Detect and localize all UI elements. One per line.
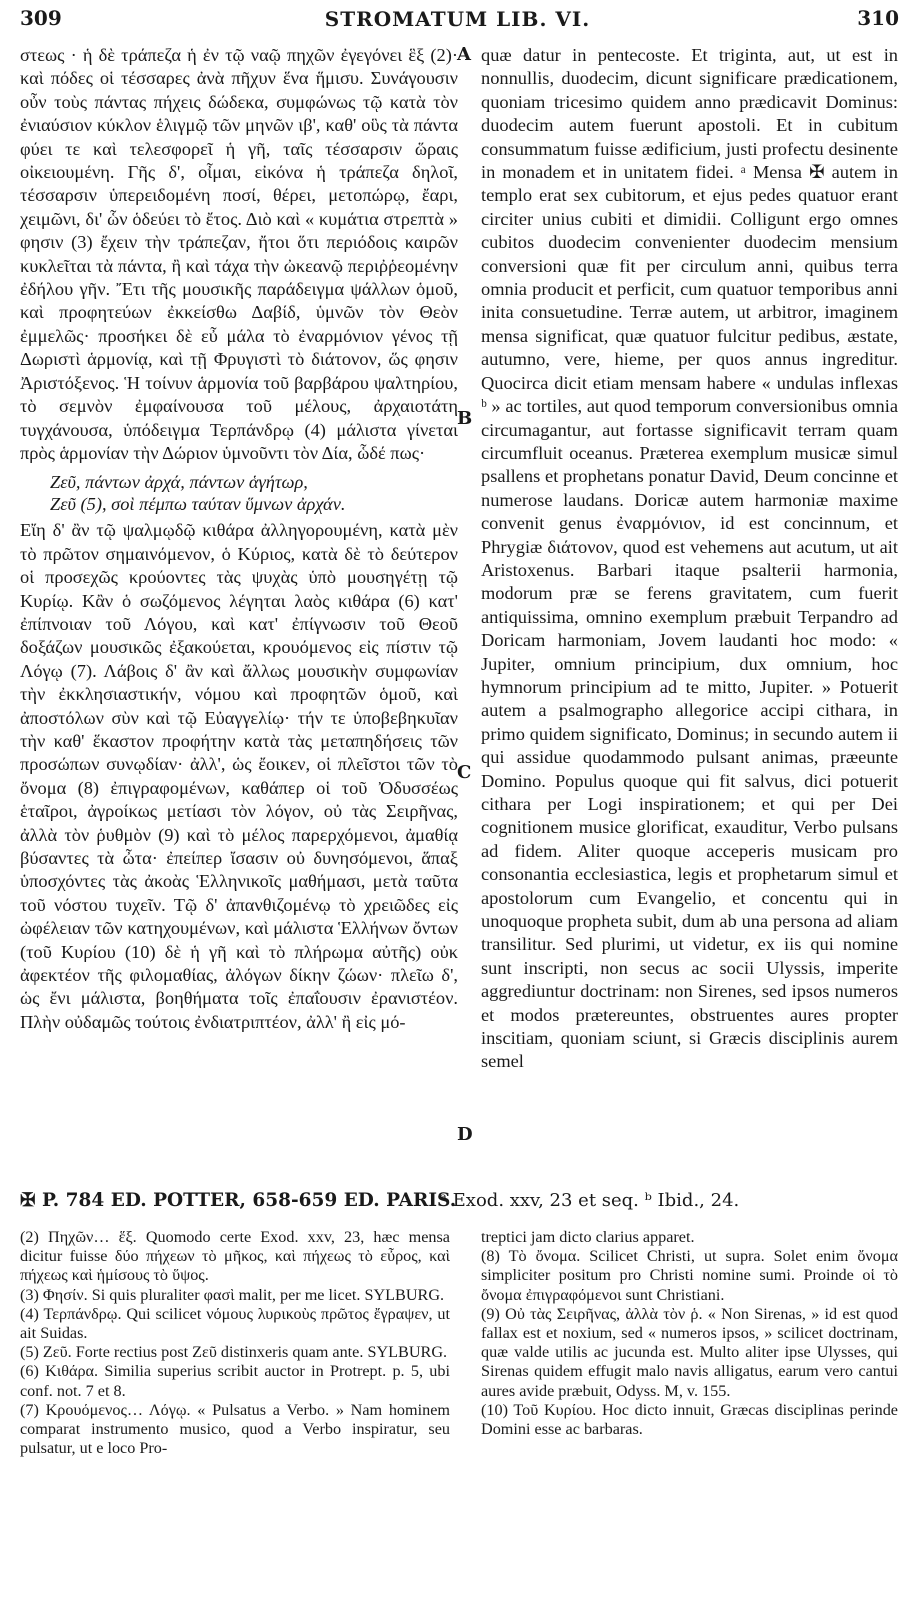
page-number-right: 310 <box>857 6 899 30</box>
verse-line: Ζεῦ, πάντων ἀρχά, πάντων ἁγήτωρ, <box>50 472 308 493</box>
footnote: (6) Κιθάρα. Similia superius scribit auctor in Protrept. p. 5, ubi conf. not. 7 et 8. <box>20 1362 450 1400</box>
latin-paragraph: quæ datur in pentecoste. Et triginta, aut, ut est in nonnullis, duodecim, dicunt significare prædicationem, quoniam tricesimo quidem anno prædicavit Dominus: duodecim autem fuerunt apostoli. Et in cubitum consummatum fuisse ædificium, justi profectu desinente in monadem et in unitatem fidei. ᵃ Mensa ✠ autem in templo erat sex cubitorum, et ejus pedes quatuor erant circiter unius cubiti et dimidii. Colligunt ergo omnes cubitos duodecim convenienter duodecim mensium conversioni quæ fit per circulum anni, quibus terra omnia producit et perficit, cum quatuor temporibus anni inita consuetudine. Terræ autem, ut arbitror, imaginem mensa significat, quæ quatuor fulcitur pedibus, æstate, autumno, vere, hieme, per quos annus ingreditur. Quocirca dicit etiam mensam habere « undulas inflexas ᵇ » ac tortiles, aut quod temporum conversionibus omnia circumagantur, aut fortasse significavit terram quam circumfluit oceanus. Præterea exemplum musicæ simul psallens et prophetans ponatur David, Deum concinne et numerose laudans. Doricæ autem harmoniæ maxime convenit genus ἐναρμόνιον, id est concinnum, et Phrygiæ διάτονον, quod est vehemens aut acutum, ut ait Aristoxenus. Barbari itaque psalterii harmonia, modorum præ se ferens gravitatem, cum fuerit antiquissima, omnino exemplum præbuit Terpandro ad Doricam harmoniam, Jovem laudanti hoc modo: « Jupiter, omnium principium, dux omnium, hoc hymnorum principium ad te mitto, Jupiter. » Potuerit autem a psalmographo allegorice accipi cithara, in primo quidem significato, Dominus; in secundo autem ii qui assidue quodammodo pulsant animas, præeunte Domino. Populus quoque qui fit salvus, dici potuerit cithara per Logi inspirationem; et qui per Dei cognitionem musice glorificat, exauditur, Verbo pulsans ad fidem. Aliter quoque acceperis musicam pro consonantia ecclesiastica, legis et prophetarum simul et apostolorum cum Evangelio, et concentu qui in unoquoque propheta subit, dum ab una persona ad aliam transilitur. Sed plurimi, ut videtur, ex iis qui nomine sunt inscripti, non secus ac socii Ulyssis, imperite aggrediuntur doctrinam: non Sirenes, sed ipsos numeros et modos prætereuntes, obstruentes aures propter inscitiam, quoniam sciunt, si Græcis disciplinis aurem semel <box>481 45 898 1072</box>
footnote: (9) Οὐ τὰς Σειρῆνας, ἀλλὰ τὸν ῥ. « Non Sirenas, » id est quod fallax est et noxium, sed « numeros ipsos, » scilicet doctrinam, quæ valde utilis ac jucunda est. Multo aliter ipse Ulysses, qui Sirenas quidem effugit malo navis alligatus, earum vero cantui aures avide præbuit, Odyss. M, v. 155. <box>481 1304 898 1400</box>
footnote: (3) Φησίν. Si quis pluraliter φασὶ malit, per me licet. SYLBURG. <box>20 1285 445 1304</box>
footnote: (5) Ζεῦ. Forte rectius post Ζεῦ distinxeris quam ante. SYLBURG. <box>20 1343 448 1362</box>
footnotes-left <box>20 1228 450 1588</box>
running-title: STROMATUM LIB. VI. <box>324 7 591 31</box>
page-number-left: 309 <box>20 6 62 30</box>
greek-paragraph: στεως · ἡ δὲ τράπεζα ἡ ἐν τῷ ναῷ πηχῶν ἐγεγόνει ἓξ (2)· καὶ πόδες οἱ τέσσαρες ἀνὰ πῆχυν ἕνα ἥμισυ. Συνάγουσιν οὖν τοὺς πάντας πήχεις δώδεκα, συμφώνως τῷ κατὰ τὸν ἐνιαύσιον κύκλον ἑλιγμῷ τῶν μηνῶν ιβ', καθ' οὓς τὰ πάντα φύει τε καὶ τελεσφορεῖ ἡ γῆ, ταῖς τέσσαρσιν ὥραις οἰκειουμένη. Γῆς δ', οἶμαι, εἰκόνα ἡ τράπεζα δηλοῖ, τέσσαρσιν ὑπερειδομένη ποσί, θέρει, μετοπώρῳ, ἔαρι, χειμῶνι, δι' ὧν ὁδεύει τὸ ἔτος. Διὸ καὶ « κυμάτια στρεπτὰ » φησιν (3) ἔχειν τὴν τράπεζαν, ἤτοι ὅτι περιόδοις καιρῶν κυκλεῖται τὰ πάντα, ἢ καὶ τάχα τὴν ὠκεανῷ περιῤῥεομένην ἐδήλου γῆν. Ἔτι τῆς μουσικῆς παράδειγμα ψάλλων ὁμοῦ, καὶ προφητεύων ἐκκείσθω Δαβίδ, ὑμνῶν τὸν Θεὸν ἐμμελῶς· προσήκει δὲ εὖ μάλα τὸ ἐναρμόνιον γένος τῇ Δωριστὶ ἁρμονίᾳ, καὶ τῇ Φρυγιστὶ τὸ διάτονον, ὥς φησιν Ἀριστόξενος. Ἡ τοίνυν ἁρμονία τοῦ βαρβάρου ψαλτηρίου, τὸ σεμνὸν ἐμφαίνουσα τοῦ μέλους, ἀρχαιοτάτη τυγχάνουσα, ὑπόδειγμα Τερπάνδρῳ (4) μάλιστα γίνεται πρὸς ἁρμονίαν τὴν Δώριον ὑμνοῦντι τὸν Δία, ὧδέ πως· <box>20 45 458 463</box>
section-marker-c: C <box>457 762 472 783</box>
latin-column <box>481 44 898 1180</box>
footnote: (8) Τὸ ὄνομα. Scilicet Christi, ut supra. Solet enim ὄνομα simpliciter positum pro Christi nomine sumi. Proinde οἱ τὸ ὄνομα ἐπιγραφόμενοι sunt Christiani. <box>481 1247 898 1304</box>
footnote: (10) Τοῦ Κυρίου. Hoc dicto innuit, Græcas disciplinas perinde Domini esse ac barbaras. <box>481 1400 898 1439</box>
edition-reference: ✠ P. 784 ED. POTTER, 658-659 ED. PARIS. <box>20 1190 457 1211</box>
greek-column <box>20 44 458 1180</box>
footnote: (4) Τερπάνδρῳ. Qui scilicet νόμους λυρικοὺς πρῶτος ἔγραψεν, ut ait Suidas. <box>20 1304 450 1343</box>
verse-line: Ζεῦ (5), σοὶ πέμπω ταύταν ὕμνων ἀρχάν. <box>50 494 346 515</box>
greek-verse <box>50 471 458 515</box>
section-marker-a: A <box>457 44 471 65</box>
greek-paragraph: Εἴη δ' ἂν τῷ ψαλμῳδῷ κιθάρα ἀλληγορουμένη, κατὰ μὲν τὸ πρῶτον σημαινόμενον, ὁ Κύριος, κατὰ δὲ τὸ δεύτερον οἱ προσεχῶς κρούοντες τὰς ψυχὰς ὑπὸ μουσηγέτῃ τῷ Κυρίῳ. Κἂν ὁ σωζόμενος λέγηται λαὸς κιθάρα (6) κατ' ἐπίπνοιαν τοῦ Λόγου, καὶ κατ' ἐπίγνωσιν τοῦ Θεοῦ δοξάζων μουσικῶς ἐξακούεται, κρουόμενος εἰς πίστιν τῷ Λόγῳ (7). Λάβοις δ' ἂν καὶ ἄλλως μουσικὴν συμφωνίαν τὴν ἐκκλησιαστικήν, νόμου καὶ προφητῶν ὁμοῦ, καὶ ἀποστόλων σὺν καὶ τῷ Εὐαγγελίῳ· τήν τε ὑποβεβηκυῖαν τὴν καθ' ἕκαστον προφήτην κατὰ τὰς μεταπηδήσεις τῶν προσώπων συνῳδίαν· ἀλλ', ὡς ἔοικεν, οἱ πλεῖστοι τῶν τὸ ὄνομα (8) ἐπιγραφομένων, καθάπερ οἱ τοῦ Ὀδυσσέως ἑταῖροι, ἀγροίκως μετίασι τὸν λόγον, οὐ τὰς Σειρῆνας, ἀλλὰ τὸν ῥυθμὸν (9) καὶ τὸ μέλος παρερχόμενοι, ἀμαθίᾳ βύσαντες τὰ ὦτα· ἐπείπερ ἴσασιν οὐ δυνησόμενοι, ἅπαξ ὑποσχόντες τὰς ἀκοὰς Ἑλληνικοῖς μαθήμασι, μετὰ ταῦτα τοῦ νόστου τυχεῖν. Τῷ δ' ἀπανθιζομένῳ τὸ χρειῶδες εἰς ὠφέλειαν τῶν κατηχουμένων, καὶ μάλιστα Ἑλλήνων ὄντων (τοῦ Κυρίου (10) δὲ ἡ γῆ καὶ τὸ πλήρωμα αὐτῆς) οὐκ ἀφεκτέον τῆς φιλομαθίας, ἀλόγων δίκην ζώων· πλεῖω δ', ὡς ἔνι μάλιστα, βοηθήματα τοῖς ἐπαΐουσιν ἐρανιστέον. Πλὴν οὐδαμῶς τούτοις ἐνδιατριπτέον, ἀλλ' ἢ εἰς μό- <box>20 520 458 1032</box>
section-marker-d: D <box>457 1124 473 1145</box>
scripture-references: ᵃ Exod. xxv, 23 et seq. ᵇ Ibid., 24. <box>440 1190 740 1211</box>
footnote: (7) Κρουόμενος… Λόγῳ. « Pulsatus a Verbo. » Nam hominem comparat instrumento musico, quod a Verbo inspiratur, seu pulsatur, ut e loco Pro- <box>20 1400 450 1458</box>
section-marker-b: B <box>457 408 473 429</box>
running-header <box>0 4 915 36</box>
edition-reference-line <box>20 1190 900 1216</box>
footnotes-right <box>481 1228 898 1588</box>
footnote: (2) Πηχῶν… ἕξ. Quomodo certe Exod. xxv, 23, hæc mensa dicitur fuisse δύο πήχεων τὸ μῆκος, καὶ πήχεως τὸ εὖρος, καὶ πήχεως καὶ ἡμίσους τὸ ὕψος. <box>20 1228 450 1285</box>
footnote: treptici jam dicto clarius apparet. <box>481 1228 695 1246</box>
